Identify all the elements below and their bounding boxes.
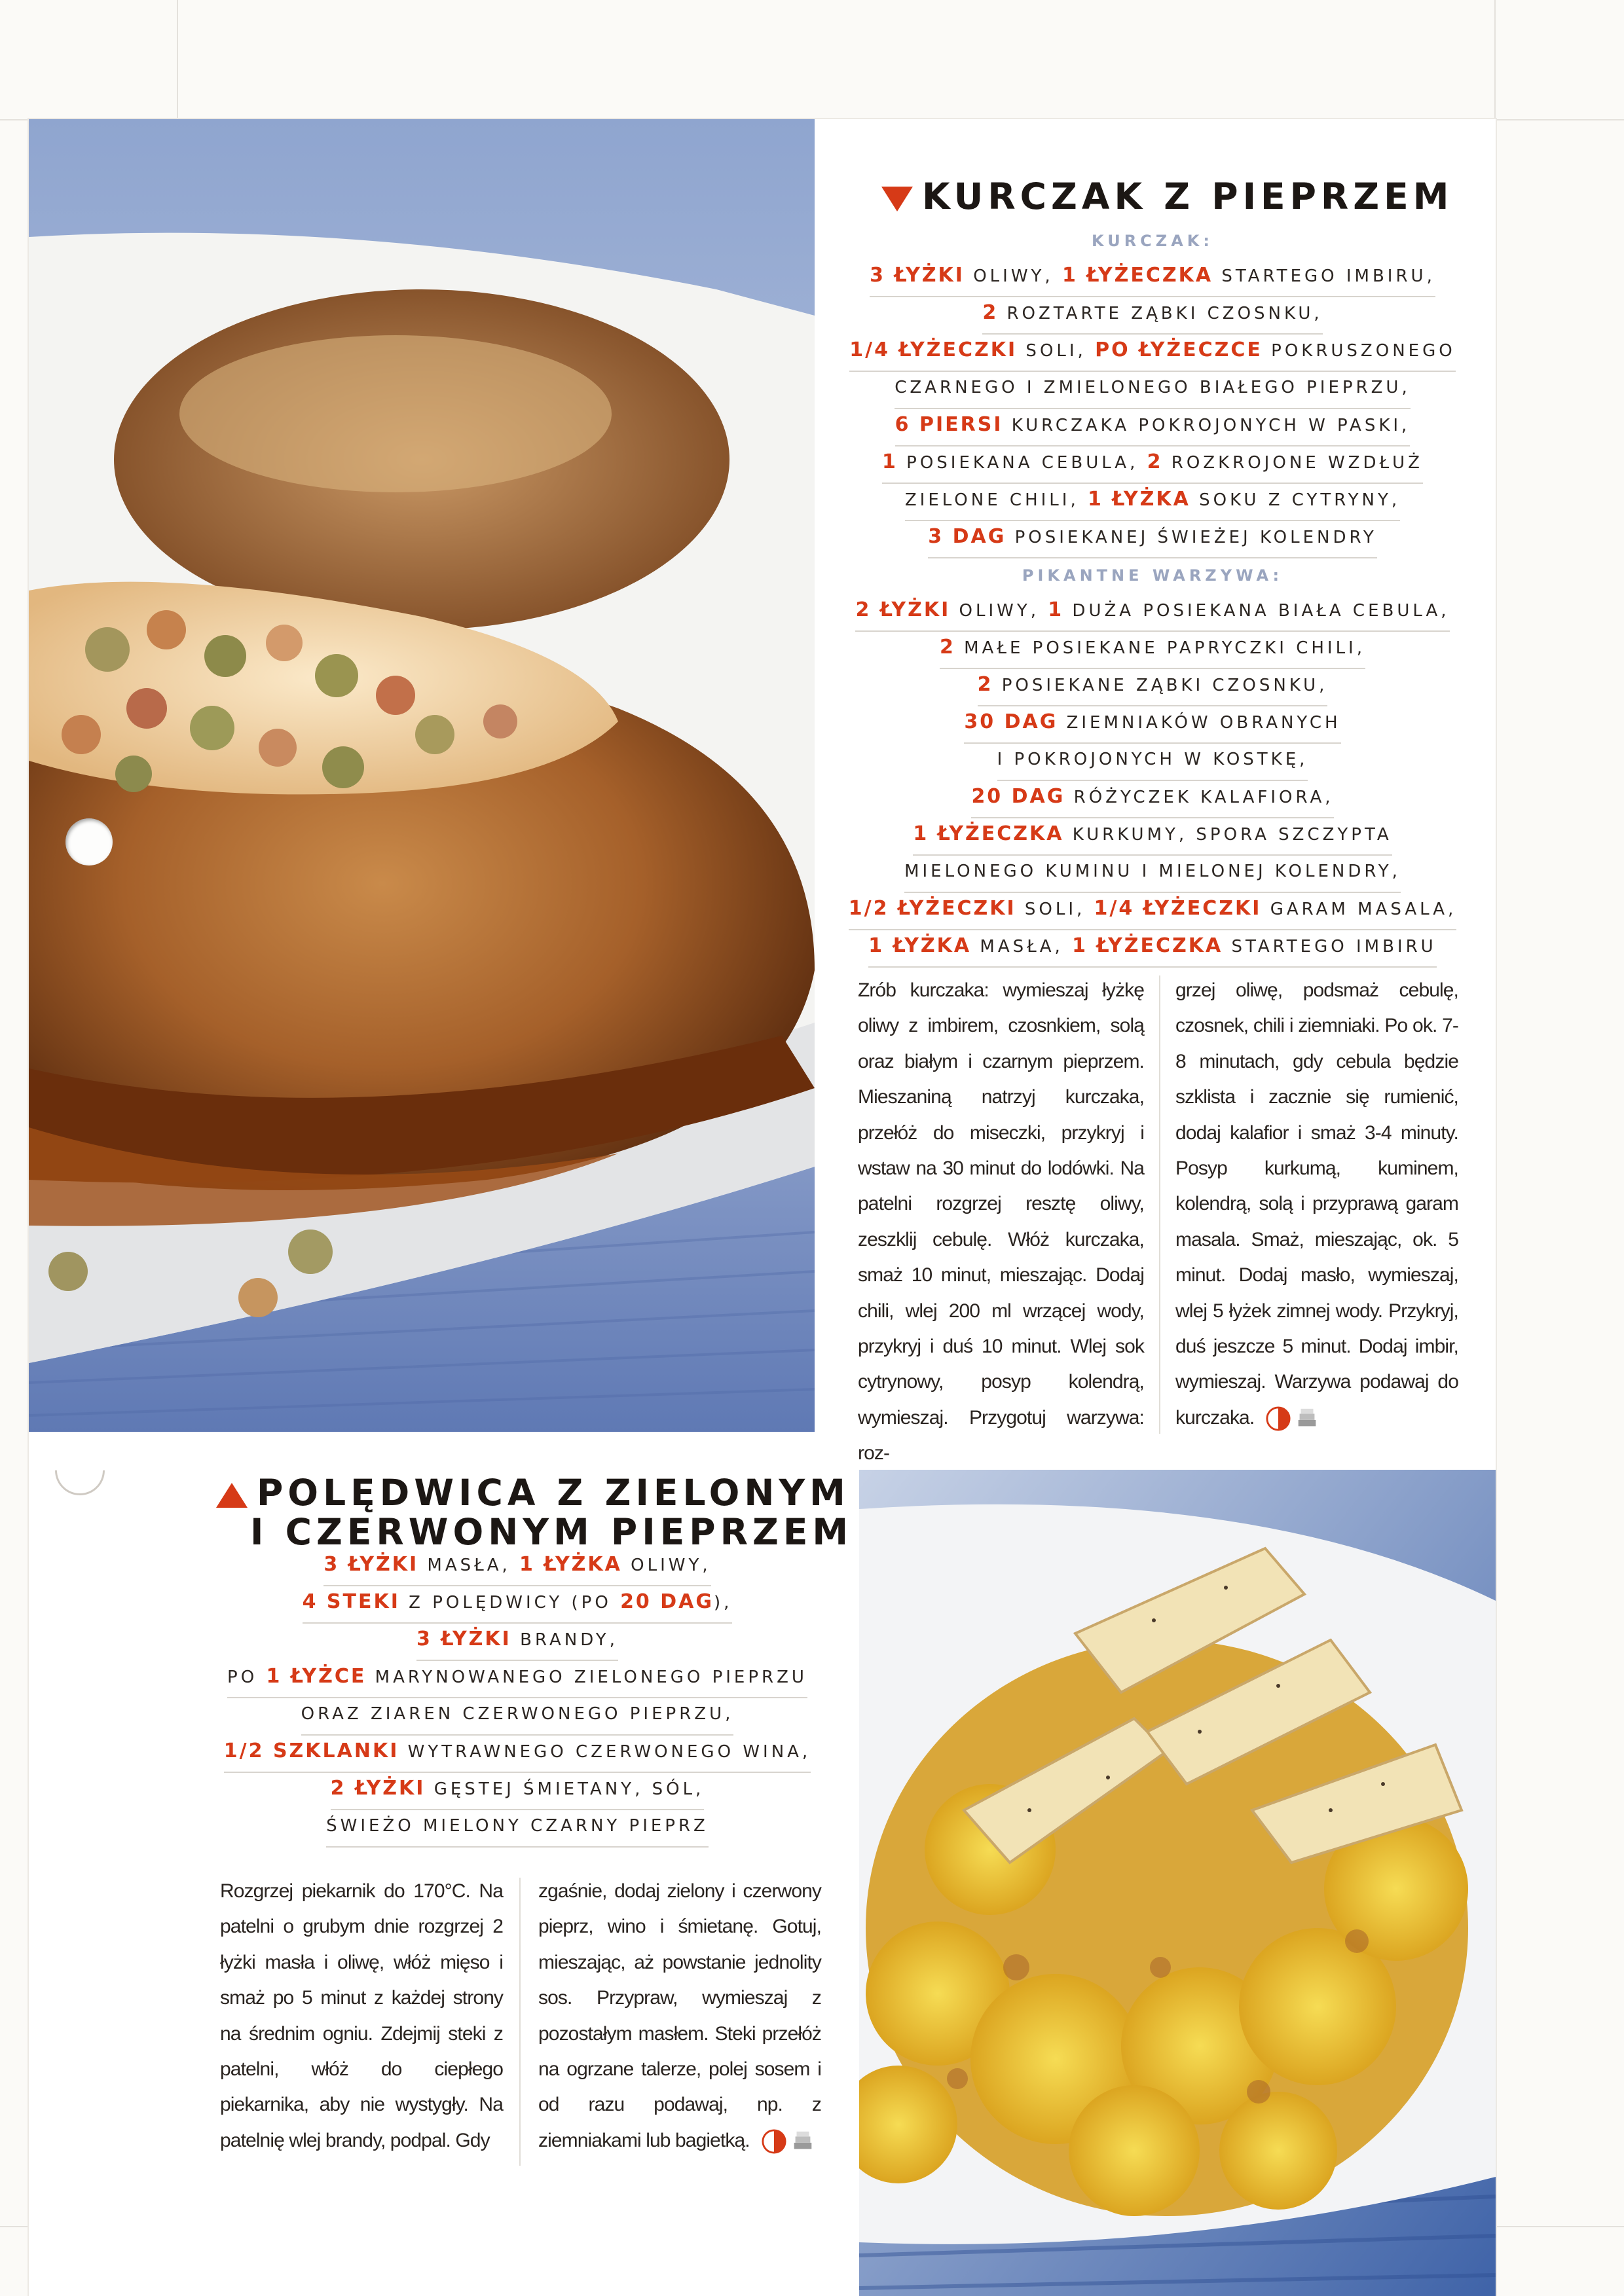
ingredient-quantity: 1 ŁYŻKA: [519, 1553, 622, 1576]
ingredient-text: KURKUMY, SPORA SZCZYPTA: [1063, 825, 1392, 845]
ingredient-line: [978, 669, 1328, 706]
ingredient-line: [416, 1624, 618, 1661]
ingredient-text: OLIWY,: [621, 1556, 711, 1575]
ingredient-quantity: 4 STEKI: [302, 1590, 400, 1613]
ingredient-line: [868, 930, 1436, 968]
ingredient-line: [982, 297, 1322, 335]
ingredient-text: POSIEKANEJ ŚWIEŻEJ KOLENDRY: [1006, 528, 1377, 547]
ingredient-list: [190, 1549, 845, 1848]
binder-hole: [65, 818, 113, 866]
recipe-title: [216, 1473, 853, 1552]
method-paragraph: grzej oliwę, podsmaż cebulę, czosnek, chili i ziemniaki. Po ok. 7-8 minutach, gdy cebula będzie szklista i zacznie się rumienić, dodaj kalafior i smaż 3-4 minuty. Posyp kurkumą, kuminem, kolendrą, solą i przyprawą garam masala. Smaż, mieszając, ok. 5 minut. Dodaj masło, wymieszaj, wlej 5 łyżek zimnej wody. Przykryj, duś jeszcze 5 minut. Dodaj imbir, wymieszaj. Warzywa podawaj do kurczaka.: [1175, 979, 1458, 1429]
ingredient-quantity: 2: [982, 301, 999, 324]
ingredient-quantity: 3 ŁYŻKI: [870, 264, 965, 287]
ingredient-line: [905, 484, 1400, 521]
ingredient-text: WYTRAWNEGO CZERWONEGO WINA,: [399, 1742, 811, 1762]
ingredient-quantity: 1/4 ŁYŻECZKI: [849, 338, 1018, 361]
ingredient-text: DUŻA POSIEKANA BIAŁA CEBULA,: [1063, 601, 1450, 621]
ingredient-line: [928, 521, 1377, 558]
chicken-photo: [859, 1470, 1496, 2296]
ingredient-text: ROZKROJONE WZDŁUŻ: [1162, 453, 1423, 473]
ingredient-line: [870, 260, 1435, 297]
ingredient-quantity: 20 DAG: [620, 1590, 714, 1613]
method-text: [1175, 973, 1458, 1436]
ingredient-text: ROZTARTE ZĄBKI CZOSNKU,: [998, 304, 1323, 323]
ingredient-quantity: 1: [1048, 598, 1064, 621]
ingredient-text: SOLI,: [1017, 341, 1096, 361]
recipe-icons: [1266, 1406, 1320, 1431]
ingredient-text: MASŁA,: [971, 937, 1073, 957]
steak-photo: [29, 119, 815, 1432]
method-text: [858, 973, 1144, 1472]
ingredient-line: [964, 706, 1340, 744]
ingredient-text: ŚWIEŻO MIELONY CZARNY PIEPRZ: [326, 1816, 709, 1836]
ingredient-quantity: 1 ŁYŻKA: [1087, 488, 1190, 511]
ingredient-line: [855, 594, 1449, 632]
ingredient-line: [913, 818, 1392, 856]
triangle-down-icon: [881, 187, 913, 211]
ingredient-subheading: PIKANTNE WARZYWA:: [1022, 566, 1283, 585]
ingredient-line: [224, 1736, 811, 1773]
difficulty-level-icon: [1295, 1406, 1320, 1431]
time-clock-icon: [762, 2129, 786, 2154]
ingredient-text: GARAM MASALA,: [1261, 900, 1457, 919]
ingredient-quantity: PO ŁYŻECZCE: [1095, 338, 1263, 361]
column-divider: [1159, 975, 1160, 1434]
method-text: [538, 1874, 821, 2159]
ingredient-line: [904, 856, 1401, 893]
ingredient-text: STARTEGO IMBIRU: [1223, 937, 1437, 957]
ingredient-quantity: 1 ŁYŻKA: [868, 934, 972, 957]
ingredient-quantity: 2: [939, 636, 955, 659]
ingredient-line: [331, 1773, 705, 1810]
ingredient-text: KURCZAKA POKROJONYCH W PASKI,: [1003, 416, 1411, 435]
ingredient-quantity: 30 DAG: [964, 710, 1058, 733]
ingredient-text: SOKU Z CYTRYNY,: [1190, 490, 1401, 510]
ingredient-quantity: 2 ŁYŻKI: [330, 1777, 426, 1800]
ingredient-text: SOLI,: [1016, 900, 1094, 919]
ingredient-text: POSIEKANA CEBULA,: [897, 453, 1147, 473]
recipe-title: [881, 175, 1453, 217]
ingredient-quantity: 1 ŁYŻECZKA: [913, 822, 1064, 845]
ingredient-quantity: 1 ŁYŻECZKA: [1061, 264, 1213, 287]
ingredient-text: Z POLĘDWICY (PO: [399, 1593, 621, 1613]
ingredient-quantity: 1: [882, 450, 898, 473]
recipe-title-text: KURCZAK Z PIEPRZEM: [922, 175, 1454, 217]
ingredient-quantity: 1/4 ŁYŻECZKI: [1094, 897, 1262, 920]
ingredient-text: ORAZ ZIAREN CZERWONEGO PIEPRZU,: [301, 1704, 734, 1724]
ingredient-quantity: 3 ŁYŻKI: [323, 1553, 419, 1576]
ingredient-quantity: 20 DAG: [971, 785, 1065, 808]
ingredient-line: [303, 1586, 733, 1624]
ingredient-quantity: 2: [1147, 450, 1163, 473]
ingredient-text: CZARNEGO I ZMIELONEGO BIAŁEGO PIEPRZU,: [895, 378, 1411, 397]
recipe-title-text: POLĘDWICA Z ZIELONYM: [257, 1472, 850, 1514]
ingredient-text: OLIWY,: [950, 601, 1048, 621]
ingredient-text: OLIWY,: [964, 266, 1062, 286]
ingredient-quantity: 2 ŁYŻKI: [855, 598, 951, 621]
method-paragraph: Rozgrzej piekarnik do 170°C. Na patelni o grubym dnie rozgrzej 2 łyżki masła i oliwę, włóż mięso i smaż po 5 minut z każdej strony na średnim ogniu. Zdejmij steki z patelni, włóż do ciepłego piekarnika, aby nie wystygły. Na patelnię wlej brandy, podpal. Gdy: [220, 1880, 503, 2151]
ingredient-quantity: 1 ŁYŻECZKA: [1072, 934, 1223, 957]
ingredient-text: BRANDY,: [511, 1630, 618, 1650]
ingredient-line: [895, 372, 1410, 409]
ingredient-line: [326, 1810, 709, 1848]
ingredient-text: ZIEMNIAKÓW OBRANYCH: [1058, 713, 1341, 733]
ingredient-quantity: 3 ŁYŻKI: [416, 1628, 511, 1650]
ingredient-line: [301, 1698, 734, 1736]
ingredient-line: [895, 409, 1411, 446]
ingredient-text: ZIELONE CHILI,: [904, 490, 1088, 510]
method-paragraph: Zrób kurczaka: wymieszaj łyżkę oliwy z imbirem, czosnkiem, solą oraz białym i czarnym pieprzem. Mieszaniną natrzyj kurczaka, przełóż do miseczki, przykryj i wstaw na 30 minut do lodówki. Na patelni rozgrzej resztę oliwy, zeszklij cebulę. Włóż kurczaka, smaż 10 minut, mieszając. Dodaj chili, wlej 200 ml wrzącej wody, przykryj i duś 10 minut. Wlej sok cytrynowy, posyp kolendrą, wymieszaj. Przygotuj warzywa: roz-: [858, 979, 1144, 1465]
ingredient-text: STARTEGO IMBIRU,: [1213, 266, 1435, 286]
ingredient-line: [997, 744, 1308, 781]
recipe-title-text: I CZERWONYM PIEPRZEM: [250, 1511, 853, 1553]
ingredient-quantity: 2: [977, 673, 993, 696]
ingredient-quantity: 1 ŁYŻCE: [266, 1665, 367, 1688]
ingredient-line: [849, 893, 1457, 930]
ingredient-text: MARYNOWANEGO ZIELONEGO PIEPRZU: [366, 1667, 807, 1687]
difficulty-level-icon: [790, 2129, 815, 2154]
ingredient-subheading: KURCZAK:: [1092, 232, 1213, 250]
triangle-up-icon: [216, 1483, 248, 1508]
ingredient-line: [227, 1661, 807, 1698]
ingredient-text: POKRUSZONEGO: [1262, 341, 1456, 361]
ingredient-line: [323, 1549, 710, 1586]
ingredient-text: MASŁA,: [418, 1556, 520, 1575]
ingredient-text: I POKROJONYCH W KOSTKĘ,: [997, 750, 1308, 769]
ingredient-quantity: 1/2 ŁYŻECZKI: [848, 897, 1016, 920]
ingredient-quantity: 3 DAG: [928, 525, 1006, 548]
ingredient-text: GĘSTEJ ŚMIETANY, SÓL,: [425, 1779, 705, 1799]
recipe-icons: [762, 2129, 815, 2154]
ingredient-line: [849, 335, 1455, 372]
ingredient-quantity: 6 PIERSI: [895, 413, 1003, 436]
ingredient-line: [940, 632, 1365, 669]
ingredient-text: MIELONEGO KUMINU I MIELONEJ KOLENDRY,: [904, 862, 1401, 881]
ingredient-text: RÓŻYCZEK KALAFIORA,: [1065, 788, 1334, 807]
method-text: [220, 1874, 503, 2159]
ingredient-text: PO: [227, 1667, 267, 1687]
ingredient-text: MAŁE POSIEKANE PAPRYCZKI CHILI,: [955, 638, 1365, 658]
ingredient-text: ),: [714, 1593, 733, 1613]
ingredient-list: [825, 224, 1480, 968]
ingredient-quantity: 1/2 SZKLANKI: [223, 1740, 399, 1762]
ingredient-text: POSIEKANE ZĄBKI CZOSNKU,: [993, 676, 1328, 695]
time-clock-icon: [1266, 1406, 1291, 1431]
ingredient-line: [882, 446, 1423, 484]
ingredient-line: [971, 781, 1333, 818]
method-paragraph: zgaśnie, dodaj zielony i czerwony pieprz, wino i śmietanę. Gotuj, mieszając, aż powstanie jednolity sos. Przypraw, wymieszaj z pozostałym masłem. Steki przełóż na ogrzane talerze, polej sosem i od razu podawaj, np. z ziemniakami lub bagietką.: [538, 1880, 821, 2151]
column-divider: [519, 1878, 521, 2166]
